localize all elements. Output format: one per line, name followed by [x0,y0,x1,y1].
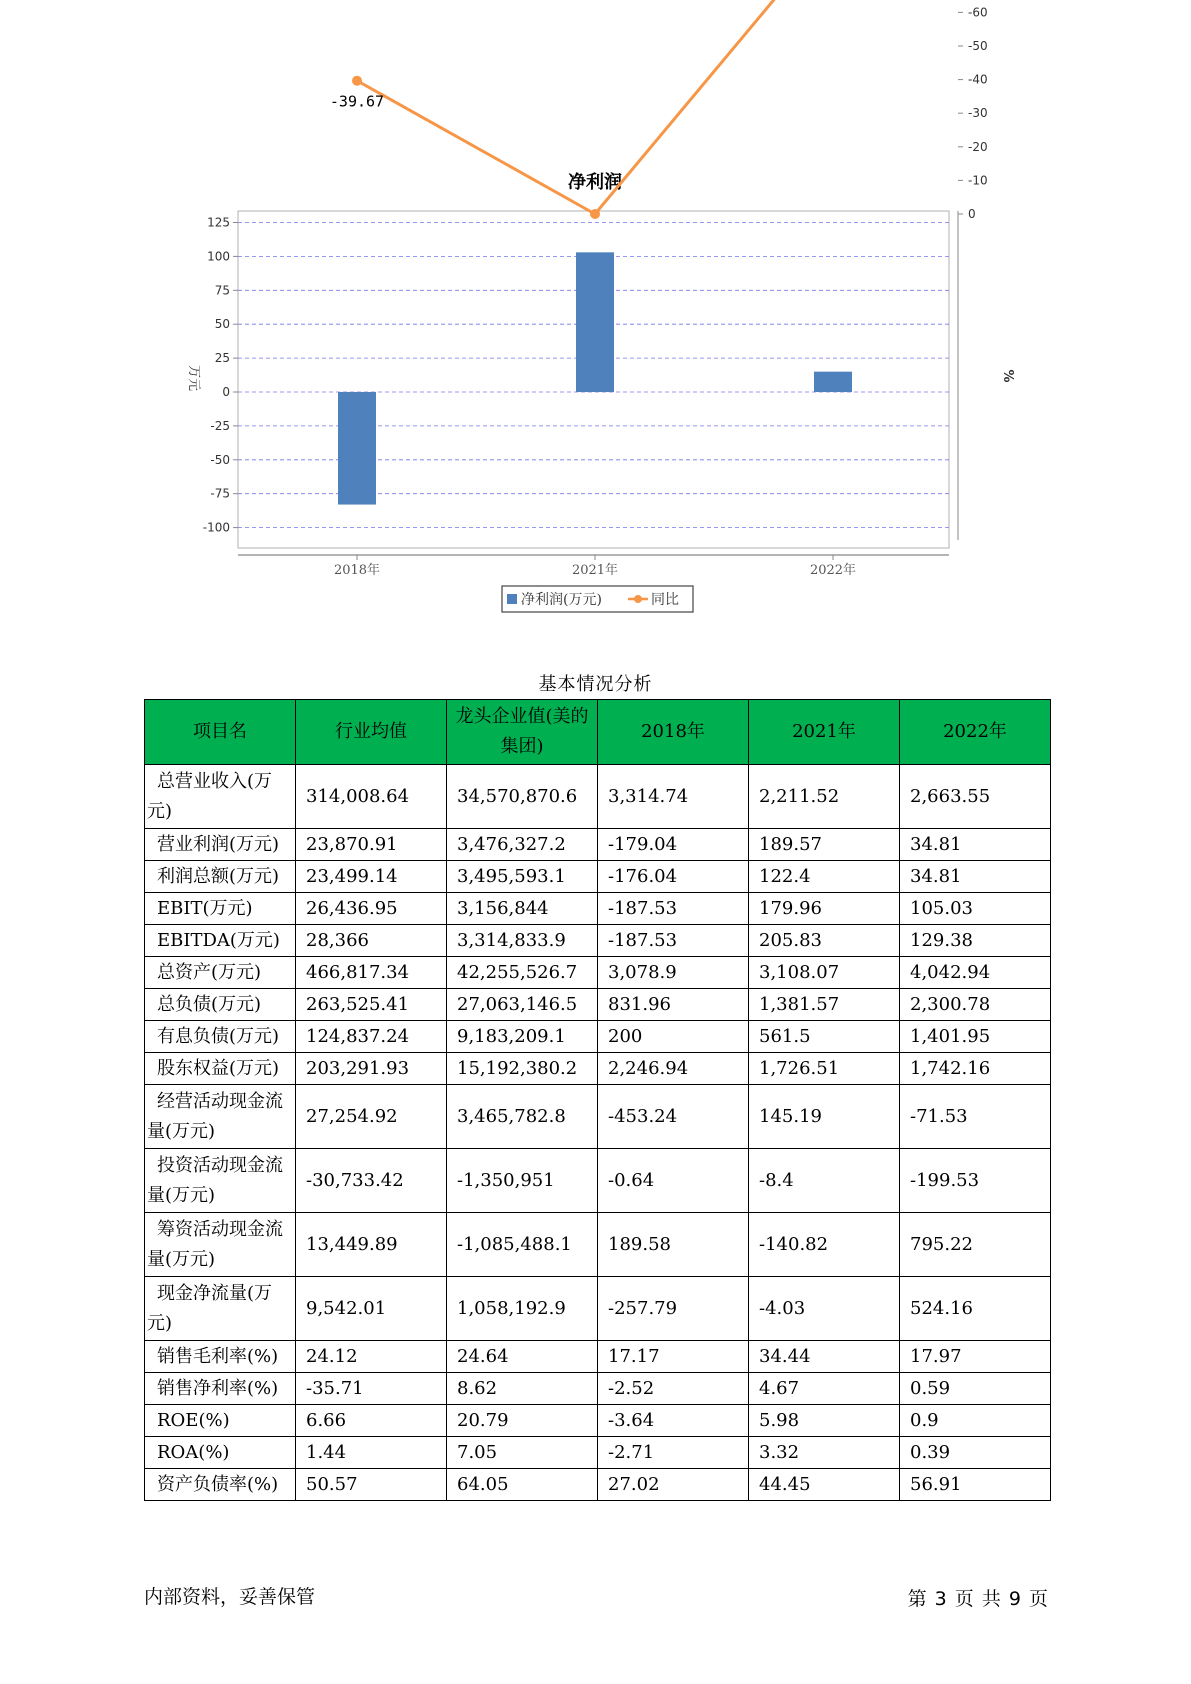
table-cell: 34.81 [900,861,1051,893]
y2-tick-label: -50 [968,39,988,53]
table-cell: 27.02 [598,1469,749,1501]
y2-tick-label: 0 [968,207,976,221]
table-cell: -1,350,951 [447,1149,598,1213]
table-row [145,957,1051,989]
row-label-cell: 投资活动现金流量(万元) [145,1149,296,1213]
table-cell: 189.57 [749,829,900,861]
table-cell: 17.17 [598,1341,749,1373]
line-point [352,76,362,86]
table-cell: 3.32 [749,1437,900,1469]
row-label-cell: 经营活动现金流量(万元) [145,1085,296,1149]
table-cell: 5.98 [749,1405,900,1437]
row-label-cell: 总资产(万元) [145,957,296,989]
table-row [145,1405,1051,1437]
table-row [145,1149,1051,1213]
table-cell: 122.4 [749,861,900,893]
table-cell: 27,254.92 [296,1085,447,1149]
table-cell: 1,381.57 [749,989,900,1021]
table-cell: -140.82 [749,1213,900,1277]
y2-tick-label: -30 [968,106,988,121]
table-cell: 105.03 [900,893,1051,925]
table-cell: -453.24 [598,1085,749,1149]
table-cell: -187.53 [598,893,749,925]
basic-analysis-table [144,699,1051,1501]
table-cell: 795.22 [900,1213,1051,1277]
table-row [145,1437,1051,1469]
bar-net-profit [338,392,376,505]
table-row [145,861,1051,893]
table-cell: -35.71 [296,1373,447,1405]
table-row [145,765,1051,829]
table-cell: 3,108.07 [749,957,900,989]
table-cell: -187.53 [598,925,749,957]
table-cell: 124,837.24 [296,1021,447,1053]
table-cell: -8.4 [749,1149,900,1213]
x-tick-label: 2021年 [571,563,619,578]
table-cell: 3,156,844 [447,893,598,925]
row-label-cell: 股东权益(万元) [145,1053,296,1085]
table-cell: -4.03 [749,1277,900,1341]
y-tick-label: 25 [214,351,230,366]
line-point [590,209,600,219]
table-cell: 28,366 [296,925,447,957]
row-label-cell: 筹资活动现金流量(万元) [145,1213,296,1277]
legend-bar-swatch [507,594,517,604]
table-cell: 3,314.74 [598,765,749,829]
table-row [145,893,1051,925]
table-cell: 129.38 [900,925,1051,957]
table-row [145,1085,1051,1149]
table-cell: -30,733.42 [296,1149,447,1213]
table-cell: 24.64 [447,1341,598,1373]
table-title: 基本情况分析 [538,674,653,695]
table-cell: 0.39 [900,1437,1051,1469]
row-label-cell: EBIT(万元) [145,893,296,925]
table-cell: 0.9 [900,1405,1051,1437]
table-cell: -2.52 [598,1373,749,1405]
table-cell: 1,742.16 [900,1053,1051,1085]
y-tick-label: 100 [207,249,230,264]
table-cell: 34.44 [749,1341,900,1373]
table-cell: 8.62 [447,1373,598,1405]
bar-net-profit [576,252,614,392]
table-cell: 9,542.01 [296,1277,447,1341]
row-label-cell: ROA(%) [145,1437,296,1469]
table-cell: 2,246.94 [598,1053,749,1085]
table-cell: -2.71 [598,1437,749,1469]
table-cell: 466,817.34 [296,957,447,989]
table-cell: 56.91 [900,1469,1051,1501]
table-cell: 20.79 [447,1405,598,1437]
table-cell: 64.05 [447,1469,598,1501]
chart-svg [0,0,1191,640]
table-cell: 200 [598,1021,749,1053]
bar-net-profit [814,372,852,392]
row-label-cell: 利润总额(万元) [145,861,296,893]
table-cell: -257.79 [598,1277,749,1341]
table-cell: 42,255,526.7 [447,957,598,989]
table-cell: 2,663.55 [900,765,1051,829]
y-tick-label: -75 [210,486,230,501]
table-cell: 23,870.91 [296,829,447,861]
table-cell: 263,525.41 [296,989,447,1021]
table-cell: 7.05 [447,1437,598,1469]
legend-line-marker [634,595,642,603]
table-cell: 3,078.9 [598,957,749,989]
row-label-cell: 销售毛利率(%) [145,1341,296,1373]
table-cell: 15,192,380.2 [447,1053,598,1085]
x-tick-label: 2018年 [333,563,381,578]
table-cell: 2,300.78 [900,989,1051,1021]
table-cell: 3,465,782.8 [447,1085,598,1149]
row-label-cell: EBITDA(万元) [145,925,296,957]
line-data-label: -39.67 [329,92,385,111]
table-cell: -1,085,488.1 [447,1213,598,1277]
table-cell: 203,291.93 [296,1053,447,1085]
row-label-cell: 总营业收入(万元) [145,765,296,829]
table-cell: -3.64 [598,1405,749,1437]
table-cell: -179.04 [598,829,749,861]
row-label-cell: ROE(%) [145,1405,296,1437]
table-header-cell: 2022年 [900,700,1051,765]
table-cell: 1,058,192.9 [447,1277,598,1341]
table-header-cell: 2021年 [749,700,900,765]
table-cell: 27,063,146.5 [447,989,598,1021]
table-cell: 205.83 [749,925,900,957]
y2-axis-label: % [1000,369,1015,383]
row-label-cell: 销售净利率(%) [145,1373,296,1405]
table-cell: 1,401.95 [900,1021,1051,1053]
table-cell: 17.97 [900,1341,1051,1373]
table-cell: 34,570,870.6 [447,765,598,829]
table-cell: 831.96 [598,989,749,1021]
y2-tick-label: -40 [968,72,988,87]
footer-page-number: 第 3 页 共 9 页 [907,1588,1049,1610]
table-cell: 26,436.95 [296,893,447,925]
table-header-cell: 龙头企业值(美的集团) [447,700,598,765]
y2-tick-label: -20 [968,139,988,154]
table-cell: 6.66 [296,1405,447,1437]
row-label-cell: 有息负债(万元) [145,1021,296,1053]
table-cell: 9,183,209.1 [447,1021,598,1053]
table-row [145,829,1051,861]
table-row [145,925,1051,957]
table-cell: -0.64 [598,1149,749,1213]
legend-line-label: 同比 [651,592,679,608]
row-label-cell: 现金净流量(万元) [145,1277,296,1341]
table-cell: 44.45 [749,1469,900,1501]
table-cell: 561.5 [749,1021,900,1053]
table-cell: 23,499.14 [296,861,447,893]
table-cell: 3,476,327.2 [447,829,598,861]
chart-title: 净利润 [568,172,622,193]
footer-confidential-note: 内部资料，妥善保管 [144,1586,316,1608]
y-axis-label: 万元 [186,364,201,392]
table-row [145,1053,1051,1085]
table-cell: -199.53 [900,1149,1051,1213]
y-tick-label: -100 [202,520,230,535]
table-row [145,989,1051,1021]
x-tick-label: 2022年 [809,563,857,578]
table-row [145,1469,1051,1501]
y-tick-label: 0 [222,385,230,399]
y-tick-label: 125 [207,215,230,230]
row-label-cell: 总负债(万元) [145,989,296,1021]
table-cell: 0.59 [900,1373,1051,1405]
table-header-cell: 行业均值 [296,700,447,765]
net-profit-chart [0,0,1191,640]
table-cell: 1.44 [296,1437,447,1469]
table-header-cell: 2018年 [598,700,749,765]
table-cell: -176.04 [598,861,749,893]
row-label-cell: 资产负债率(%) [145,1469,296,1501]
table-row [145,1213,1051,1277]
y-tick-label: -50 [210,452,230,467]
table-cell: 34.81 [900,829,1051,861]
table-cell: 24.12 [296,1341,447,1373]
table-header-cell: 项目名 [145,700,296,765]
row-label-cell: 营业利润(万元) [145,829,296,861]
table-cell: 1,726.51 [749,1053,900,1085]
table-cell: 50.57 [296,1469,447,1501]
y2-tick-label: -60 [968,5,988,20]
table-cell: 3,314,833.9 [447,925,598,957]
table-cell: 189.58 [598,1213,749,1277]
y-tick-label: -25 [210,418,230,433]
table-cell: 2,211.52 [749,765,900,829]
y-tick-label: 75 [214,283,230,298]
table-cell: 4.67 [749,1373,900,1405]
table-cell: 3,495,593.1 [447,861,598,893]
table-cell: 4,042.94 [900,957,1051,989]
table-cell: 314,008.64 [296,765,447,829]
table-header-row [145,700,1051,765]
table-cell: 13,449.89 [296,1213,447,1277]
legend-bar-label: 净利润(万元) [521,592,602,608]
table-row [145,1373,1051,1405]
table-cell: 524.16 [900,1277,1051,1341]
table-cell: 145.19 [749,1085,900,1149]
table-row [145,1021,1051,1053]
table-cell: -71.53 [900,1085,1051,1149]
y-tick-label: 50 [214,317,230,332]
table-row [145,1277,1051,1341]
table-row [145,1341,1051,1373]
table-cell: 179.96 [749,893,900,925]
y2-tick-label: -10 [968,173,988,188]
